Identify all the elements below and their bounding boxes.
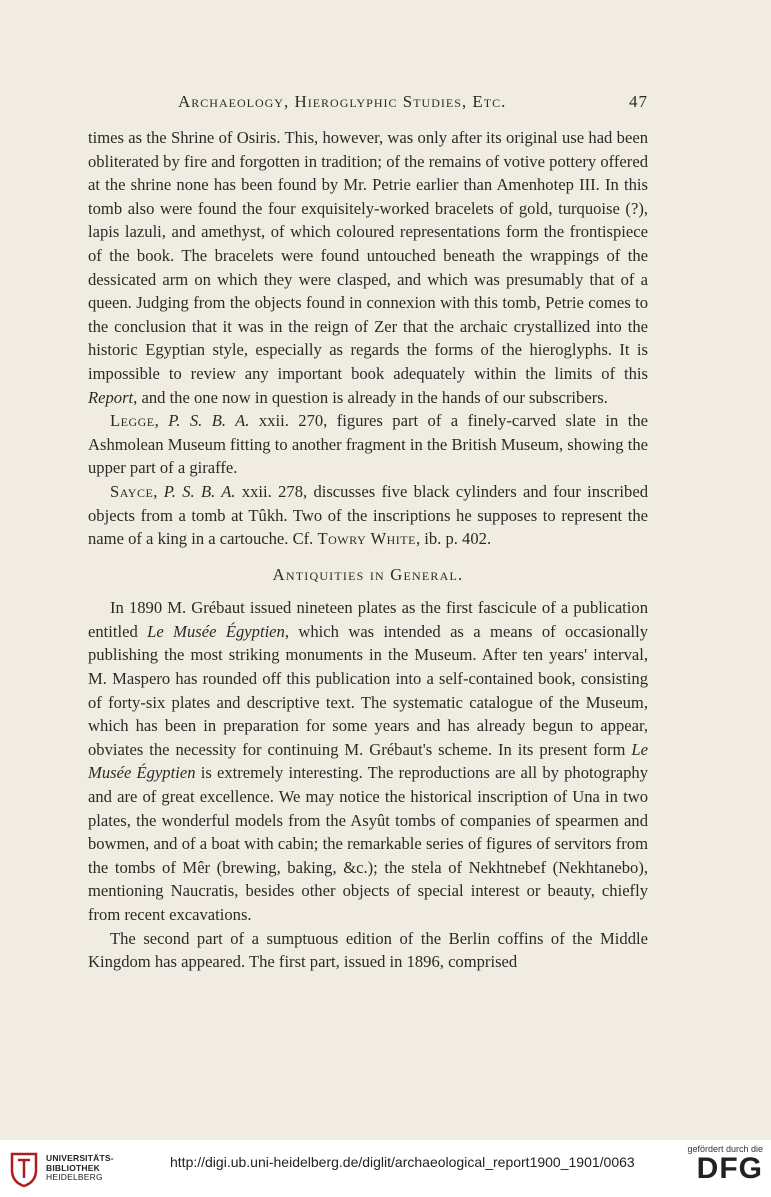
sponsor-label: gefördert durch die [687,1144,763,1154]
author-name: Legge [110,411,155,431]
institution-line: HEIDELBERG [46,1172,103,1182]
paragraph-continuation: times as the Shrine of Osiris. This, however, was only after its original use had been obliterated by fire and forgotten in tradition; of the remains of votive pottery offered at the shrine none has been found by Mr. Petrie earlier than Amenhotep III. In this tomb also were found the four exquisitely-worked bracelets of gold, turquoise (?), lapis lazuli, and amethyst, of which coloured representations form the frontispiece of the book. The bracelets were found untouched beneath the wrappings of the dessicated arm on which they were clasped, and which was presumably that of a queen. Judging from the objects found in connexion with this tomb, Petrie comes to the conclusion that it was in the reign of Zer that the archaic crystallized into the historic Egyptian style, especially as regards the forms of the hieroglyphs. It is impossible to review any important book adequately within the limits of this Report, and the one now in question is already in the hands of our subscribers. [88,128,648,407]
source-url-link[interactable]: http://digi.ub.uni-heidelberg.de/diglit/archaeological_report1900_1901/0063 [170,1154,635,1170]
paragraph-legge: Legge, P. S. B. A. xxii. 270, figures part of a finely-carved slate in the Ashmolean Museum fitting to another fragment in the British Museum, showing the upper part of a giraffe. [88,411,648,478]
paragraph-berlin-coffins: The second part of a sumptuous edition of the Berlin coffins of the Middle Kingdom has appeared. The first part, issued in 1896, comprised [88,928,648,972]
footer-bar [0,1140,771,1197]
author-name: Sayce [110,481,154,501]
dfg-logo[interactable] [673,1144,763,1194]
page-number: 47 [629,92,648,111]
dfg-mark: DFG [696,1152,763,1185]
section-heading: Antiquities in General. [272,564,464,584]
paragraph-sayce: Sayce, P. S. B. A. xxii. 278, discusses five black cylinders and four inscribed objects from a tomb at Tûkh. Two of the inscriptions he supposes to represent the name of a king in a cartouche. Cf. Towry White, ib. p. 402. [88,481,649,549]
institution-line: BIBLIOTHEK [46,1162,100,1173]
crest-icon [8,1150,40,1188]
paragraph-grebaut: In 1890 M. Grébaut issued nineteen plates as the first fascicule of a publication entitled Le Musée Égyptien, which was intended as a means of occasionally publishing the most striking monuments in the Museum. After ten years' interval, M. Maspero has rounded off this publication into a self-contained book, consisting of forty-six plates and descriptive text. The systematic catalogue of the Museum, which has been in preparation for some years and has already begun to appear, obviates the necessity for continuing M. Grébaut's scheme. In its present form Le Musée Égyptien is extremely interesting. The reproductions are all by photography and are of great excellence. We may notice the historical inscription of Una in two plates, the wonderful models from the Asyût tombs of companies of spearmen and bowmen, and of a boat with cabin; the remarkable series of figures of servitors from the tombs of Mêr (brewing, baking, &c.); the stela of Nekhtnebef (Nekhtanebo), mentioning Naucratis, besides other objects of special interest or beauty, chiefly from recent excavations. [88,598,648,924]
page-body [88,126,648,974]
institution-line: UNIVERSITÄTS- [46,1153,114,1163]
library-logo[interactable] [8,1148,158,1190]
running-title: Archaeology, Hieroglyphic Studies, Etc. [178,92,507,111]
